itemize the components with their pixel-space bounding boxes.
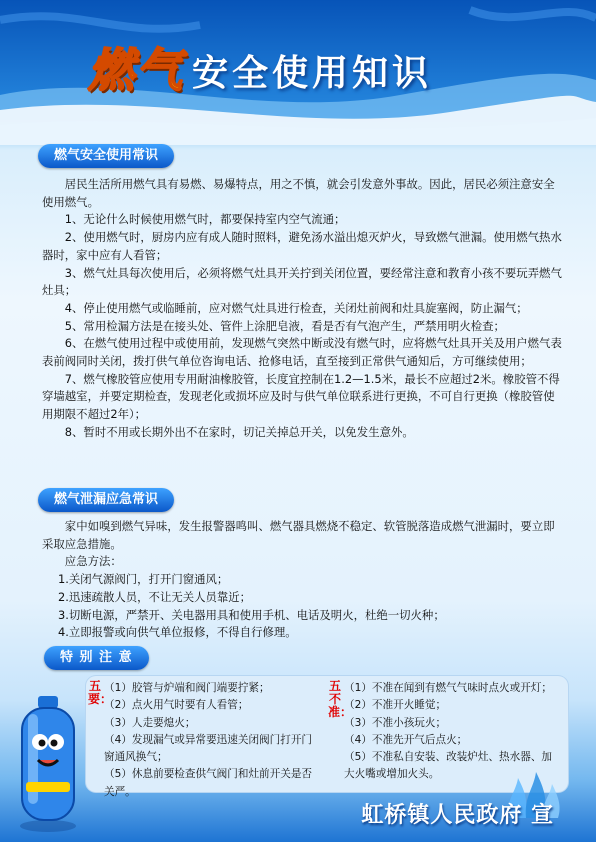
usage-paragraph: 4、停止使用燃气或临睡前，应对燃气灶具进行检查，关闭灶前阀和灶具旋塞阀，防止漏气； [64, 300, 528, 315]
emergency-step: 3.切断电源，严禁开、关电器用具和使用手机、电话及明火，杜绝一切火种； [57, 607, 445, 622]
five-musts-tag: 五要： [88, 679, 113, 706]
gas-cylinder-mascot-icon [16, 694, 80, 834]
emergency-intro: 家中如嗅到燃气异味，发生报警器鸣叫、燃气器具燃烧不稳定、软管脱落造成燃气泄漏时，要立即采取应急措施。 [42, 519, 555, 551]
emergency-methods-label: 应急方法： [64, 554, 122, 569]
five-donts-list [344, 680, 562, 784]
title-rest: 安全使用知识 [192, 53, 433, 94]
five-donts-item: （1）不准在闻到有燃气气味时点火或开灯； [344, 682, 553, 694]
usage-paragraph: 8、暂时不用或长期外出不在家时，切记关掉总开关，以免发生意外。 [64, 424, 414, 439]
usage-paragraph: 6、在燃气使用过程中或使用前，发现燃气突然中断或没有燃气时，应将燃气灶具开关及用户燃气表表前阀同时关闭，拨打供气单位咨询电话、抢修电话，直至接到正常供气通知后，方可继续使用； [42, 336, 562, 369]
emergency-step: 4.立即报警或向供气单位报修，不得自行修理。 [57, 625, 297, 640]
five-donts-tag: 五不准： [328, 679, 353, 719]
section-heading-usage: 燃气安全使用常识 [38, 144, 174, 168]
usage-content [42, 176, 564, 442]
five-musts-item: （2）点火用气时要有人看管； [104, 699, 249, 712]
usage-paragraph: 2、使用燃气时，厨房内应有成人随时照料，避免汤水溢出熄灭炉火，导致燃气泄漏。使用燃气热水器时，家中应有人看管； [42, 230, 562, 262]
section-heading-notes: 特 别 注 意 [44, 646, 149, 670]
five-donts-item: （5）不准私自安装、改装炉灶、热水器、加大火嘴或增加火头。 [344, 751, 553, 781]
footer-issuer: 虹桥镇人民政府 宣 [361, 803, 554, 828]
title-highlight: 燃气 [88, 43, 184, 97]
five-musts-item: （1）胶管与炉端和阀门端要拧紧； [104, 682, 270, 694]
usage-paragraph: 1、无论什么时候使用燃气时，都要保持室内空气流通； [64, 212, 346, 227]
five-donts-item: （3）不准小孩玩火； [344, 716, 447, 729]
page-title [88, 40, 432, 100]
usage-paragraph: 5、常用检漏方法是在接头处、管件上涂肥皂液，看是否有气泡产生，严禁用明火检查； [64, 318, 505, 333]
five-musts-item: （4）发现漏气或异常要迅速关闭阀门打开门窗通风换气； [104, 733, 313, 764]
emergency-step: 1.关闭气源阀门，打开门窗通风； [57, 572, 229, 587]
usage-paragraph: 3、燃气灶具每次使用后，必须将燃气灶具开关拧到关闭位置，要经常注意和教育小孩不要玩弄燃气灶具； [42, 265, 562, 298]
five-donts-item: （4）不准先开气后点火； [344, 733, 468, 746]
five-musts-item: （3）人走要熄火； [104, 716, 196, 729]
five-musts-item: （5）休息前要检查供气阀门和灶前开关是否关严。 [104, 768, 313, 798]
five-musts-list [104, 680, 320, 801]
emergency-content [42, 518, 564, 642]
five-donts-item: （2）不准开火睡觉； [344, 699, 447, 712]
emergency-step: 2.迅速疏散人员，不让无关人员靠近； [57, 589, 252, 604]
usage-paragraph: 居民生活所用燃气具有易燃、易爆特点，用之不慎，就会引发意外事故。因此，居民必须注意安全使用燃气。 [42, 177, 555, 209]
section-heading-emergency: 燃气泄漏应急常识 [38, 488, 174, 512]
usage-paragraph: 7、燃气橡胶管应使用专用耐油橡胶管，长度宜控制在1.2—1.5米，最长不应超过2米。橡胶管不得穿墙越室，并要定期检查，发现老化或损坏应及时与供气单位联系进行更换，不可自行更换（橡胶管使用期限不超过2年）； [42, 371, 560, 422]
